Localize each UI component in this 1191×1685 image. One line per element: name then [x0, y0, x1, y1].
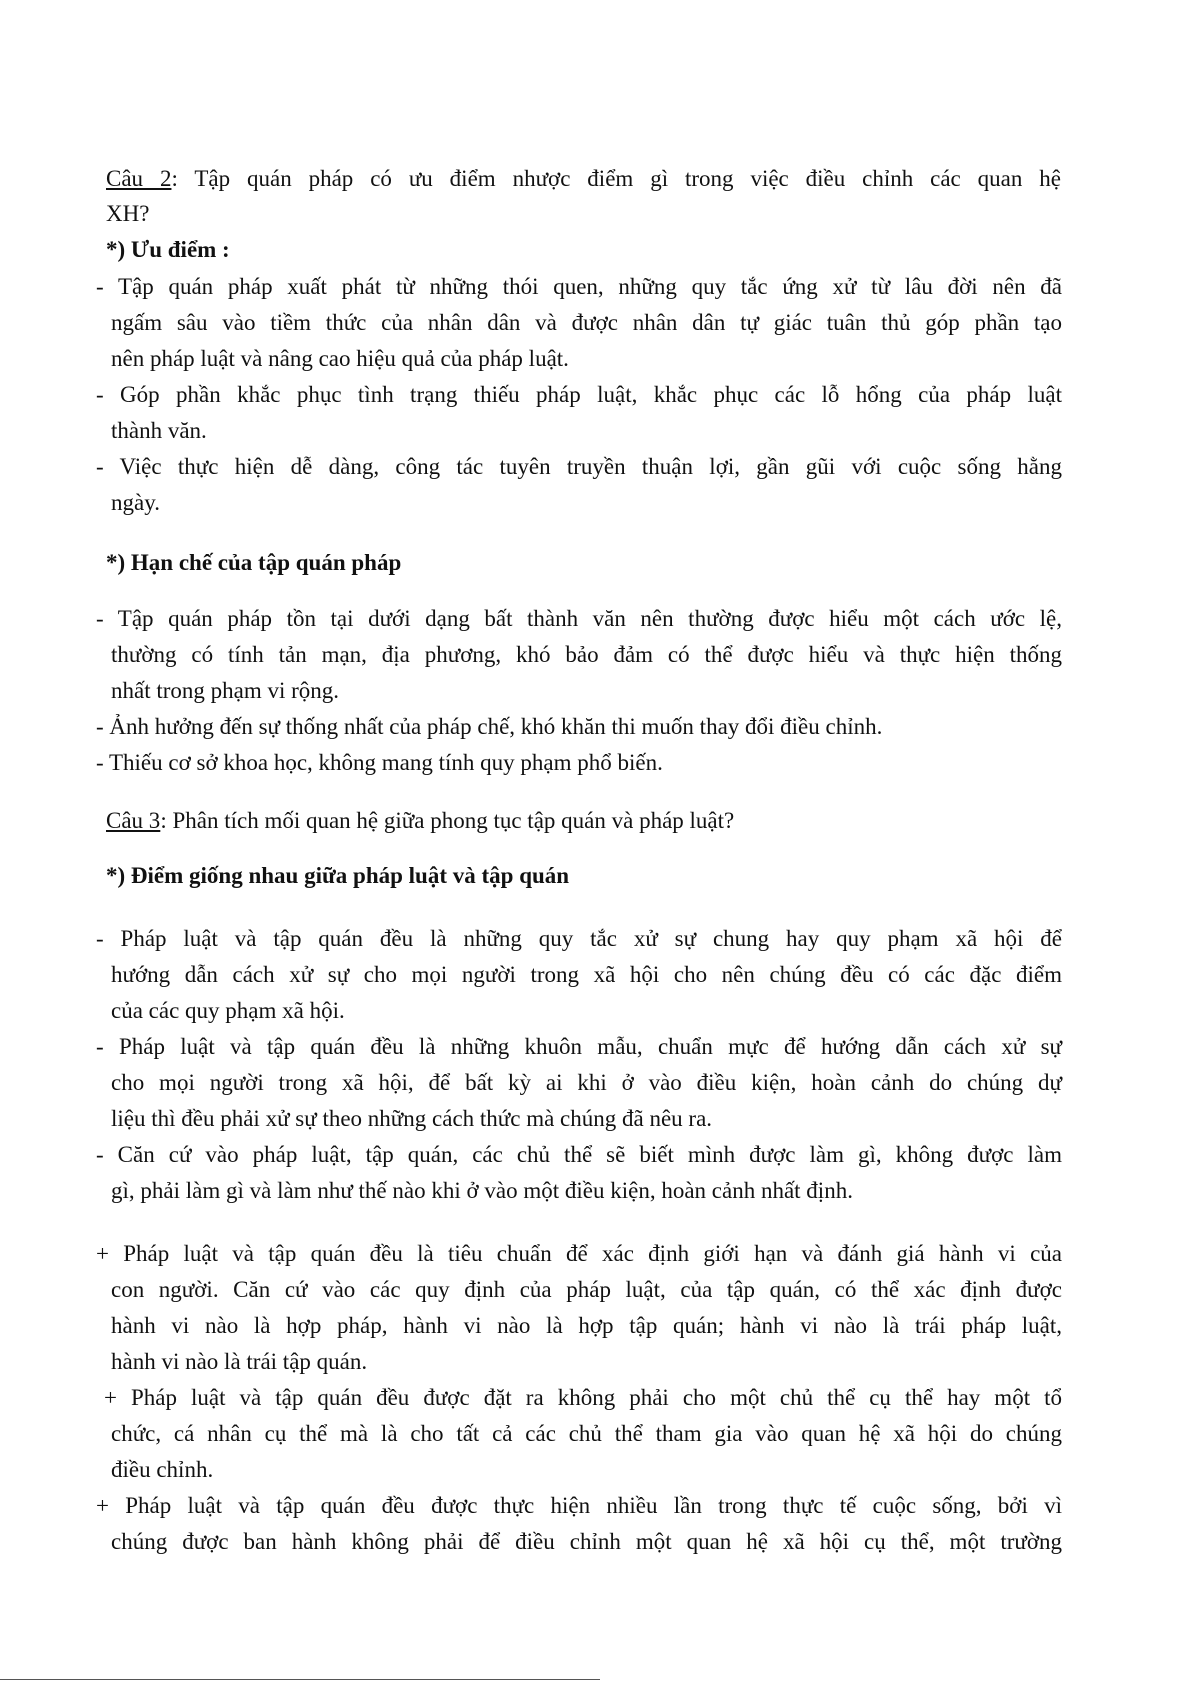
- similarities-line-11: hành vi nào là hợp pháp, hành vi nào là hợp tập quán; hành vi nào là trái pháp luật,: [111, 1313, 1062, 1338]
- footer-divider: [0, 1679, 600, 1680]
- question-3-label: Câu 3: [106, 808, 161, 833]
- question-2-label: Câu 2: [106, 166, 172, 191]
- similarities-line-16: + Pháp luật và tập quán đều được thực hiện nhiều lần trong thực tế cuộc sống, bởi vì: [96, 1493, 1062, 1518]
- advantages-line-3: nên pháp luật và nâng cao hiệu quả của pháp luật.: [111, 346, 569, 371]
- limitations-line-4: - Ảnh hưởng đến sự thống nhất của pháp chế, khó khăn thi muốn thay đổi điều chỉnh.: [96, 714, 883, 739]
- similarities-line-17: chúng được ban hành không phải để điều chỉnh một quan hệ xã hội cụ thể, một trường: [111, 1529, 1062, 1554]
- similarities-line-8: gì, phải làm gì và làm như thế nào khi ở vào một điều kiện, hoàn cảnh nhất định.: [111, 1178, 853, 1203]
- similarities-line-4: - Pháp luật và tập quán đều là những khuôn mẫu, chuẩn mực để hướng dẫn cách xử sự: [96, 1034, 1062, 1059]
- similarities-line-9: + Pháp luật và tập quán đều là tiêu chuẩn để xác định giới hạn và đánh giá hành vi của: [96, 1241, 1062, 1266]
- limitations-heading: *) Hạn chế của tập quán pháp: [106, 550, 402, 575]
- advantages-line-7: ngày.: [111, 490, 160, 515]
- limitations-line-2: thường có tính tản mạn, địa phương, khó bảo đảm có thể được hiểu và thực hiện thống: [111, 642, 1062, 667]
- advantages-line-5: thành văn.: [111, 418, 207, 443]
- similarities-line-1: - Pháp luật và tập quán đều là những quy tắc xử sự chung hay quy phạm xã hội để: [96, 926, 1062, 951]
- advantages-line-6: - Việc thực hiện dễ dàng, công tác tuyên truyền thuận lợi, gần gũi với cuộc sống hằng: [96, 454, 1062, 479]
- question-2-continuation: XH?: [106, 201, 150, 226]
- question-2-line: [106, 165, 1061, 193]
- similarities-line-10: con người. Căn cứ vào các quy định của pháp luật, của tập quán, có thể xác định được: [111, 1277, 1062, 1302]
- similarities-line-7: - Căn cứ vào pháp luật, tập quán, các chủ thể sẽ biết mình được làm gì, không được làm: [96, 1142, 1062, 1167]
- similarities-line-13: + Pháp luật và tập quán đều được đặt ra không phải cho một chủ thể cụ thể hay một tổ: [104, 1385, 1062, 1410]
- question-2-text: : Tập quán pháp có ưu điểm nhược điểm gì trong việc điều chỉnh các quan hệ: [171, 166, 1061, 191]
- advantages-line-2: ngấm sâu vào tiềm thức của nhân dân và được nhân dân tự giác tuân thủ góp phần tạo: [111, 310, 1062, 335]
- question-3-line: [106, 807, 734, 835]
- similarities-heading: *) Điểm giống nhau giữa pháp luật và tập quán: [106, 863, 570, 888]
- advantages-heading: *) Ưu điểm :: [106, 237, 230, 262]
- similarities-line-6: liệu thì đều phải xử sự theo những cách thức mà chúng đã nêu ra.: [111, 1106, 713, 1131]
- limitations-line-5: - Thiếu cơ sở khoa học, không mang tính quy phạm phổ biến.: [96, 750, 663, 775]
- advantages-line-4: - Góp phần khắc phục tình trạng thiếu pháp luật, khắc phục các lỗ hổng của pháp luật: [96, 382, 1062, 407]
- similarities-line-5: cho mọi người trong xã hội, để bất kỳ ai khi ở vào điều kiện, hoàn cảnh do chúng dự: [111, 1070, 1062, 1095]
- similarities-line-15: điều chỉnh.: [111, 1457, 214, 1482]
- advantages-line-1: - Tập quán pháp xuất phát từ những thói quen, những quy tắc ứng xử từ lâu đời nên đã: [96, 274, 1062, 299]
- similarities-line-12: hành vi nào là trái tập quán.: [111, 1349, 368, 1374]
- limitations-line-1: - Tập quán pháp tồn tại dưới dạng bất thành văn nên thường được hiểu một cách ước lệ,: [96, 606, 1062, 631]
- similarities-line-14: chức, cá nhân cụ thể mà là cho tất cả các chủ thể tham gia vào quan hệ xã hội do chúng: [111, 1421, 1062, 1446]
- question-3-text: : Phân tích mối quan hệ giữa phong tục tập quán và pháp luật?: [160, 808, 735, 833]
- similarities-line-3: của các quy phạm xã hội.: [111, 998, 345, 1023]
- limitations-line-3: nhất trong phạm vi rộng.: [111, 678, 340, 703]
- similarities-line-2: hướng dẫn cách xử sự cho mọi người trong xã hội cho nên chúng đều có các đặc điểm: [111, 962, 1062, 987]
